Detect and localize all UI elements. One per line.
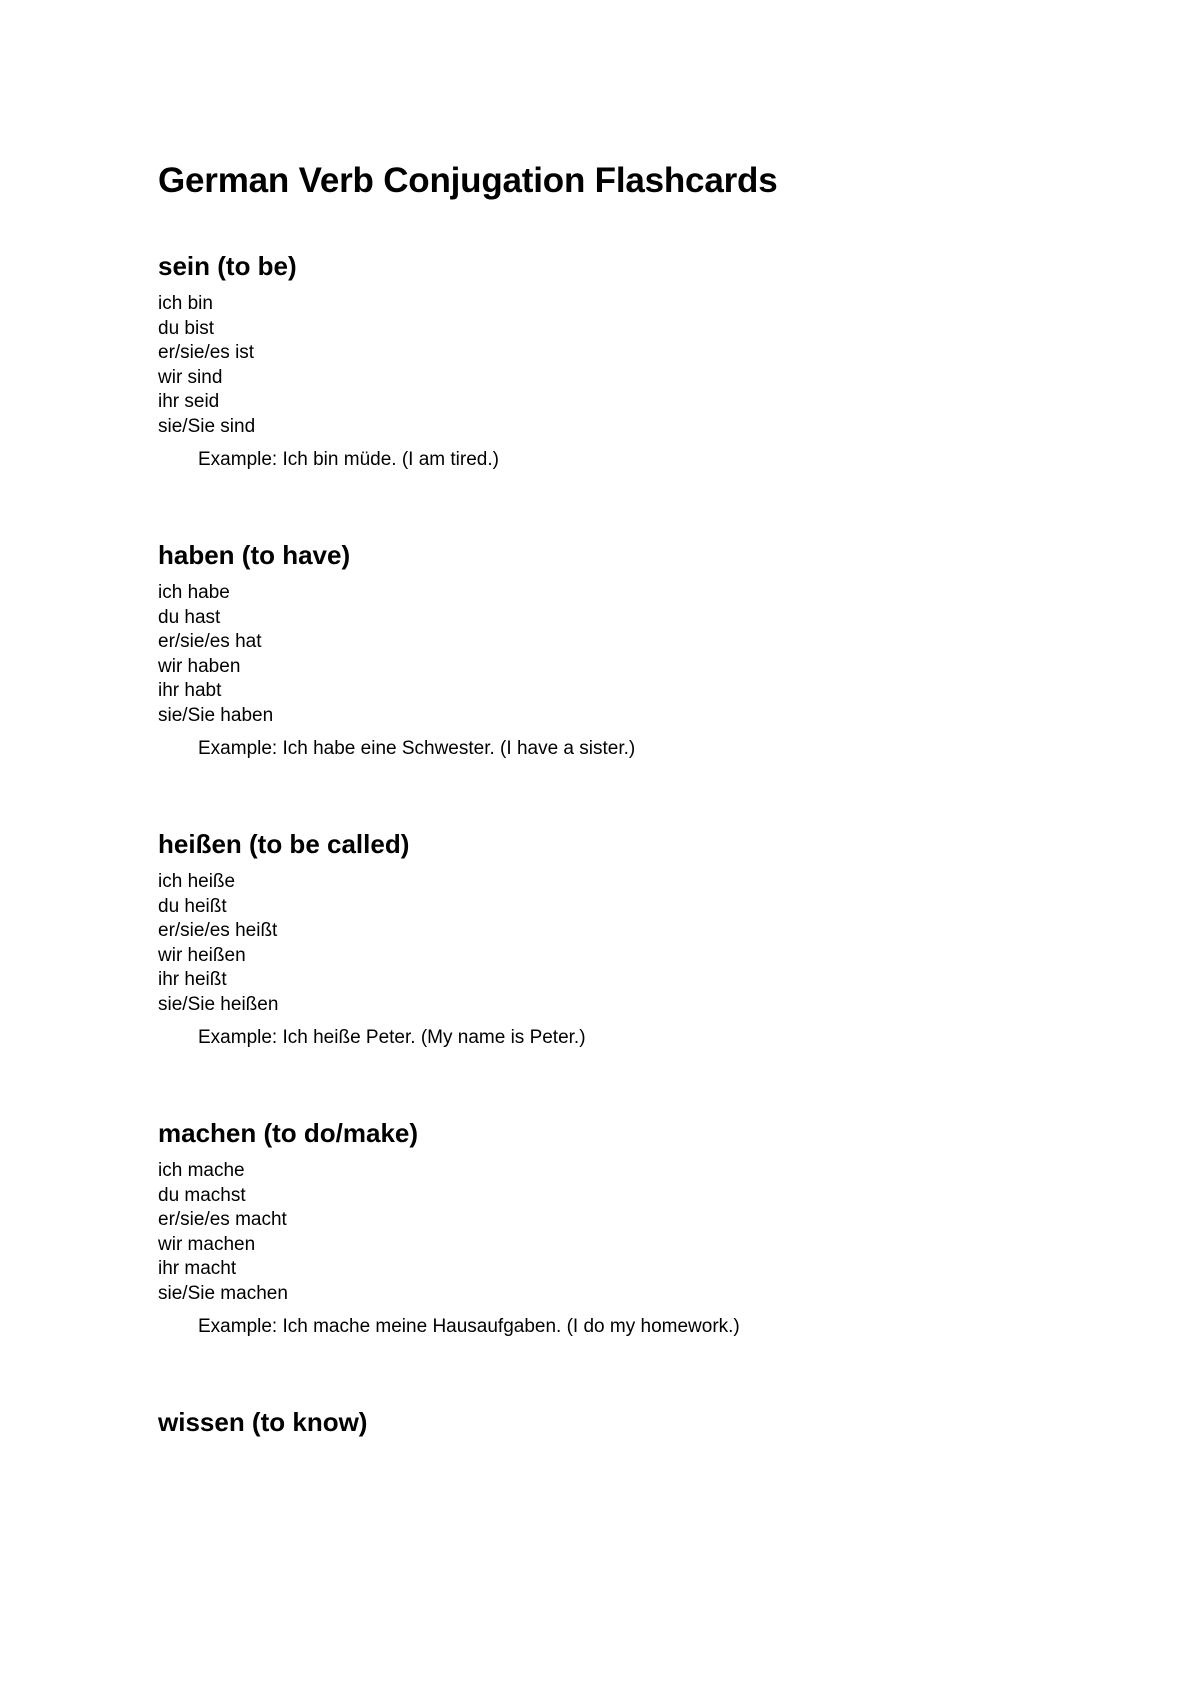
conjugation-form: wir heißen (158, 944, 246, 966)
conjugation-list (158, 870, 1118, 1017)
conjugation-form: ihr macht (158, 1258, 237, 1279)
example-sentence: Example: Ich mache meine Hausaufgaben. (I do my homework.) (198, 1316, 740, 1337)
verb-card-haben (158, 539, 1118, 761)
conjugation-form: du bist (158, 317, 214, 339)
verb-heading: wissen (to know) (158, 1407, 368, 1437)
conjugation-form: ihr habt (158, 680, 222, 701)
conjugation-form: er/sie/es heißt (158, 920, 278, 941)
conjugation-form: sie/Sie machen (158, 1282, 288, 1304)
conjugation-form: er/sie/es hat (158, 631, 262, 652)
conjugation-form: ihr seid (158, 391, 220, 412)
conjugation-form: ich habe (158, 582, 230, 603)
conjugation-form: sie/Sie sind (158, 415, 256, 437)
conjugation-form: ich bin (158, 293, 213, 314)
verb-card-heissen (158, 828, 1118, 1050)
conjugation-form: er/sie/es macht (158, 1209, 287, 1230)
example-sentence: Example: Ich heiße Peter. (My name is Peter.) (198, 1027, 586, 1048)
conjugation-form: du machst (158, 1184, 246, 1206)
verb-heading: haben (to have) (158, 540, 351, 570)
verb-card-sein (158, 250, 1118, 472)
document-title: German Verb Conjugation Flashcards (158, 161, 778, 200)
verb-heading: machen (to do/make) (158, 1118, 419, 1148)
conjugation-form: er/sie/es ist (158, 342, 255, 363)
conjugation-form: du heißt (158, 895, 227, 917)
conjugation-form: sie/Sie haben (158, 704, 274, 726)
conjugation-form: ihr heißt (158, 969, 227, 990)
verb-heading: sein (to be) (158, 251, 297, 281)
conjugation-form: sie/Sie heißen (158, 993, 279, 1015)
verb-card-wissen (158, 1406, 1118, 1438)
conjugation-form: wir sind (158, 366, 223, 388)
example-sentence: Example: Ich habe eine Schwester. (I have a sister.) (198, 738, 636, 759)
conjugation-form: ich mache (158, 1160, 245, 1181)
conjugation-form: ich heiße (158, 871, 236, 892)
conjugation-form: wir machen (158, 1233, 256, 1255)
conjugation-list (158, 1159, 1118, 1306)
conjugation-list (158, 581, 1118, 728)
conjugation-form: du hast (158, 606, 221, 628)
verb-heading: heißen (to be called) (158, 829, 410, 859)
conjugation-list (158, 292, 1118, 439)
example-sentence: Example: Ich bin müde. (I am tired.) (198, 449, 499, 470)
conjugation-form: wir haben (158, 655, 241, 677)
verb-card-machen (158, 1117, 1118, 1339)
document-page (158, 160, 1118, 1438)
